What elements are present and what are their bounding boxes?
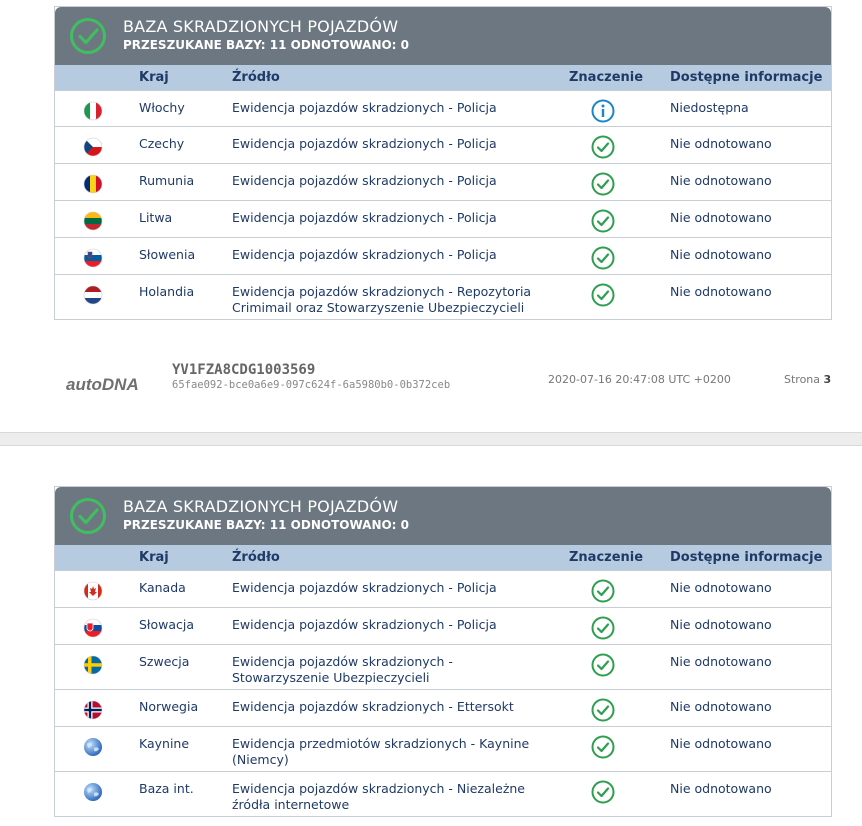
country-name: Rumunia (139, 173, 195, 188)
card-subtitle: PRZESZUKANE BAZY: 11 ODNOTOWANO: 0 (123, 38, 410, 52)
source-name: Ewidencja pojazdów skradzionych - Ettersokt (232, 699, 514, 714)
check-icon (591, 653, 615, 677)
col-info: Dostępne informacje (670, 550, 823, 565)
card-title: BAZA SKRADZIONYCH POJAZDÓW (123, 497, 399, 516)
lithuania-flag-icon (83, 211, 103, 231)
page-number: 3 (823, 373, 832, 386)
table-row (55, 90, 831, 126)
info-value: Nie odnotowano (670, 284, 772, 299)
table-row (55, 274, 831, 319)
globe-icon (83, 782, 103, 802)
check-icon (591, 780, 615, 804)
norway-flag-icon (83, 700, 103, 720)
stolen-vehicles-card-2 (54, 486, 832, 817)
page-footer (0, 355, 862, 415)
check-icon (591, 579, 615, 603)
slovenia-flag-icon (83, 248, 103, 268)
card-subtitle: PRZESZUKANE BAZY: 11 ODNOTOWANO: 0 (123, 518, 410, 532)
source-name: Ewidencja przedmiotów skradzionych - Kaynine (Niemcy) (232, 736, 530, 767)
info-value: Nie odnotowano (670, 173, 772, 188)
netherlands-flag-icon (83, 285, 103, 305)
globe-icon (83, 737, 103, 757)
check-icon (591, 209, 615, 233)
czech-flag-icon (83, 137, 103, 157)
canada-flag-icon (83, 581, 103, 601)
slovakia-flag-icon (83, 618, 103, 638)
table-row (55, 237, 831, 274)
check-circle-icon (69, 497, 107, 535)
table-header (55, 65, 831, 90)
country-name: Litwa (139, 210, 173, 225)
card-header (55, 7, 831, 65)
info-value: Nie odnotowano (670, 617, 772, 632)
info-value: Nie odnotowano (670, 136, 772, 151)
source-name: Ewidencja pojazdów skradzionych - Policja (232, 210, 497, 225)
col-country: Kraj (139, 70, 169, 85)
table-row (55, 200, 831, 237)
check-icon (591, 135, 615, 159)
table-row (55, 771, 831, 816)
source-name: Ewidencja pojazdów skradzionych - Policja (232, 173, 497, 188)
col-source: Źródło (232, 70, 280, 85)
source-name: Ewidencja pojazdów skradzionych - Stowarzyszenie Ubezpieczycieli (232, 654, 453, 685)
source-name: Ewidencja pojazdów skradzionych - Repozytoria Crimimail oraz Stowarzyszenie Ubezpieczycieli (232, 284, 532, 315)
info-value: Nie odnotowano (670, 654, 772, 669)
table-row (55, 126, 831, 163)
country-name: Włochy (139, 100, 185, 115)
info-value: Niedostępna (670, 100, 749, 115)
check-icon (591, 283, 615, 307)
page-indicator (784, 373, 831, 386)
table-row (55, 644, 831, 689)
check-icon (591, 735, 615, 759)
country-name: Norwegia (139, 699, 199, 714)
vin-number: YV1FZA8CDG1003569 (172, 362, 316, 378)
country-name: Słowenia (139, 247, 196, 262)
table-header (55, 545, 831, 570)
check-icon (591, 172, 615, 196)
page-separator (0, 432, 862, 446)
romania-flag-icon (83, 174, 103, 194)
table-row (55, 607, 831, 644)
info-value: Nie odnotowano (670, 580, 772, 595)
info-value: Nie odnotowano (670, 210, 772, 225)
card-title: BAZA SKRADZIONYCH POJAZDÓW (123, 17, 399, 36)
country-name: Słowacja (139, 617, 195, 632)
check-icon (591, 616, 615, 640)
table-row (55, 689, 831, 726)
col-country: Kraj (139, 550, 169, 565)
col-info: Dostępne informacje (670, 70, 823, 85)
check-icon (591, 698, 615, 722)
italy-flag-icon (83, 101, 103, 121)
page-label: Strona (784, 373, 821, 386)
country-name: Kaynine (139, 736, 190, 751)
country-name: Szwecja (139, 654, 190, 669)
check-icon (591, 246, 615, 270)
stolen-vehicles-card-1 (54, 6, 832, 320)
info-value: Nie odnotowano (670, 699, 772, 714)
source-name: Ewidencja pojazdów skradzionych - Policja (232, 100, 497, 115)
source-name: Ewidencja pojazdów skradzionych - Policja (232, 617, 497, 632)
autodna-logo: autoDNA (66, 375, 139, 394)
sweden-flag-icon (83, 655, 103, 675)
card-header (55, 487, 831, 545)
info-value: Nie odnotowano (670, 247, 772, 262)
country-name: Holandia (139, 284, 195, 299)
info-value: Nie odnotowano (670, 736, 772, 751)
report-timestamp: 2020-07-16 20:47:08 UTC +0200 (548, 373, 731, 386)
source-name: Ewidencja pojazdów skradzionych - Policja (232, 136, 497, 151)
col-sign: Znaczenie (569, 550, 644, 565)
source-name: Ewidencja pojazdów skradzionych - Policja (232, 247, 497, 262)
country-name: Czechy (139, 136, 185, 151)
info-value: Nie odnotowano (670, 781, 772, 796)
source-name: Ewidencja pojazdów skradzionych - Policja (232, 580, 497, 595)
country-name: Kanada (139, 580, 186, 595)
col-sign: Znaczenie (569, 70, 644, 85)
table-row (55, 570, 831, 607)
report-hash: 65fae092-bce0a6e9-097c624f-6a5980b0-0b372ceb (172, 379, 451, 391)
check-circle-icon (69, 17, 107, 55)
col-source: Źródło (232, 550, 280, 565)
table-row (55, 726, 831, 771)
info-icon (591, 99, 615, 123)
table-row (55, 163, 831, 200)
country-name: Baza int. (139, 781, 194, 796)
source-name: Ewidencja pojazdów skradzionych - Niezależne źródła internetowe (232, 781, 525, 812)
